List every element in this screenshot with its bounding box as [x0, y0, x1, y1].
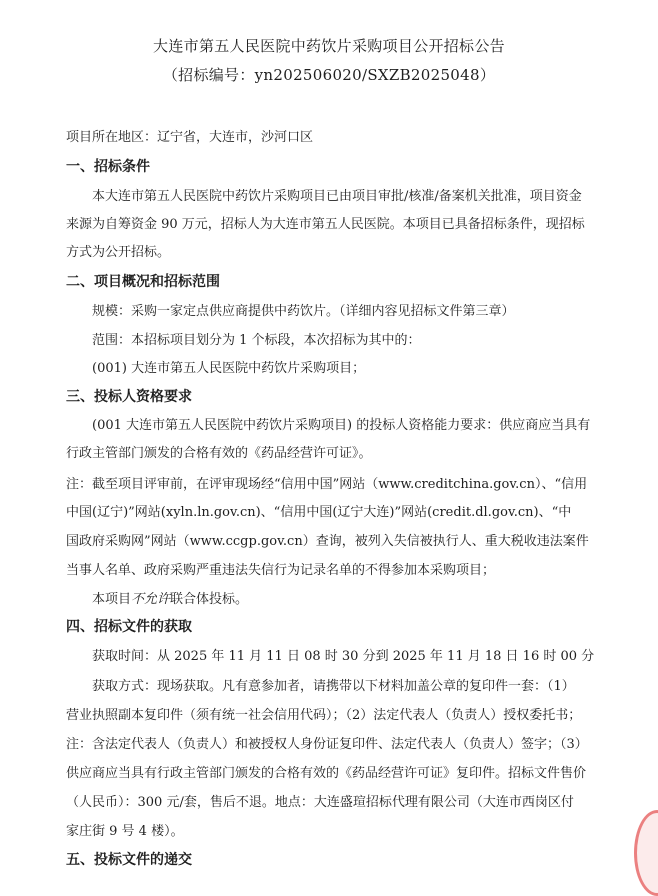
- qualification-line: 行政主管部门颁发的合格有效的《药品经营许可证》。: [66, 446, 372, 461]
- credit-note-line: 中国(辽宁)”网站(xyln.ln.gov.cn)、“信用中国(辽宁大连)”网站(credit.dl.gov.cn)、“中: [66, 505, 572, 520]
- credit-note-line: 注：截至项目评审前，在评审现场经“信用中国”网站（www.creditchina.gov.cn）、“信用: [66, 477, 588, 492]
- tender-number: （招标编号：yn202506020/SXZB2025048）: [162, 66, 496, 84]
- acquisition-method-line: （人民币）：300 元/套，售后不退。地点：大连盛瑄招标代理有限公司（大连市西岗区付: [66, 795, 574, 810]
- joint-bid-suffix: 联合体投标。: [170, 592, 249, 607]
- project-scale: 规模：采购一家定点供应商提供中药饮片。（详细内容见招标文件第三章）: [92, 304, 515, 319]
- joint-bid-statement: [92, 592, 248, 608]
- section-1-paragraph-line: 方式为公开招标。: [66, 245, 171, 260]
- section-1-heading: 一、招标条件: [66, 159, 150, 175]
- credit-note-line: 当事人名单、政府采购严重违法失信行为记录名单的不得参加本采购项目；: [66, 563, 496, 578]
- section-1-paragraph-line: 本大连市第五人民医院中药饮片采购项目已由项目审批/核准/备案机关批准，项目资金: [92, 189, 582, 204]
- section-4-heading: 四、招标文件的获取: [66, 619, 192, 635]
- acquisition-method-line: 营业执照副本复印件（须有统一社会信用代码）；（2）法定代表人（负责人）授权委托书；: [66, 708, 582, 723]
- section-3-heading: 三、投标人资格要求: [66, 389, 192, 405]
- acquisition-method-line: 家庄街 9 号 4 楼）。: [66, 824, 184, 839]
- project-scope: 范围：本招标项目划分为 1 个标段，本次招标为其中的：: [92, 333, 421, 348]
- credit-note-line: 国政府采购网”网站（www.ccgp.gov.cn）查询，被列入失信被执行人、重大税收违法案件: [66, 534, 589, 549]
- section-1-paragraph-line: 来源为自筹资金 90 万元，招标人为大连市第五人民医院。本项目已具备招标条件，现招标: [66, 217, 585, 232]
- document-title: 大连市第五人民医院中药饮片采购项目公开招标公告: [153, 37, 505, 55]
- acquisition-method-line: 供应商应当具有行政主管部门颁发的合格有效的《药品经营许可证》复印件。招标文件售价: [66, 766, 587, 781]
- acquisition-time: 获取时间：从 2025 年 11 月 11 日 08 时 30 分到 2025 年 11 月 18 日 16 时 00 分: [92, 649, 595, 664]
- red-seal-stamp-edge: [634, 810, 658, 896]
- section-2-heading: 二、项目概况和招标范围: [66, 274, 220, 290]
- acquisition-method-line: 注：含法定代表人（负责人）和被授权人身份证复印件、法定代表人（负责人）签字；（3）: [66, 737, 588, 752]
- lot-item: (001) 大连市第五人民医院中药饮片采购项目；: [92, 361, 366, 376]
- joint-bid-prefix: 本项目: [92, 592, 132, 607]
- project-location: 项目所在地区：辽宁省，大连市，沙河口区: [66, 130, 314, 145]
- joint-bid-not-allowed: 不允许: [131, 592, 171, 607]
- acquisition-method-line: 获取方式：现场获取。凡有意参加者，请携带以下材料加盖公章的复印件一套：（1）: [92, 679, 575, 694]
- section-5-heading: 五、投标文件的递交: [66, 852, 192, 868]
- qualification-line: (001 大连市第五人民医院中药饮片采购项目) 的投标人资格能力要求：供应商应当具有: [92, 418, 591, 433]
